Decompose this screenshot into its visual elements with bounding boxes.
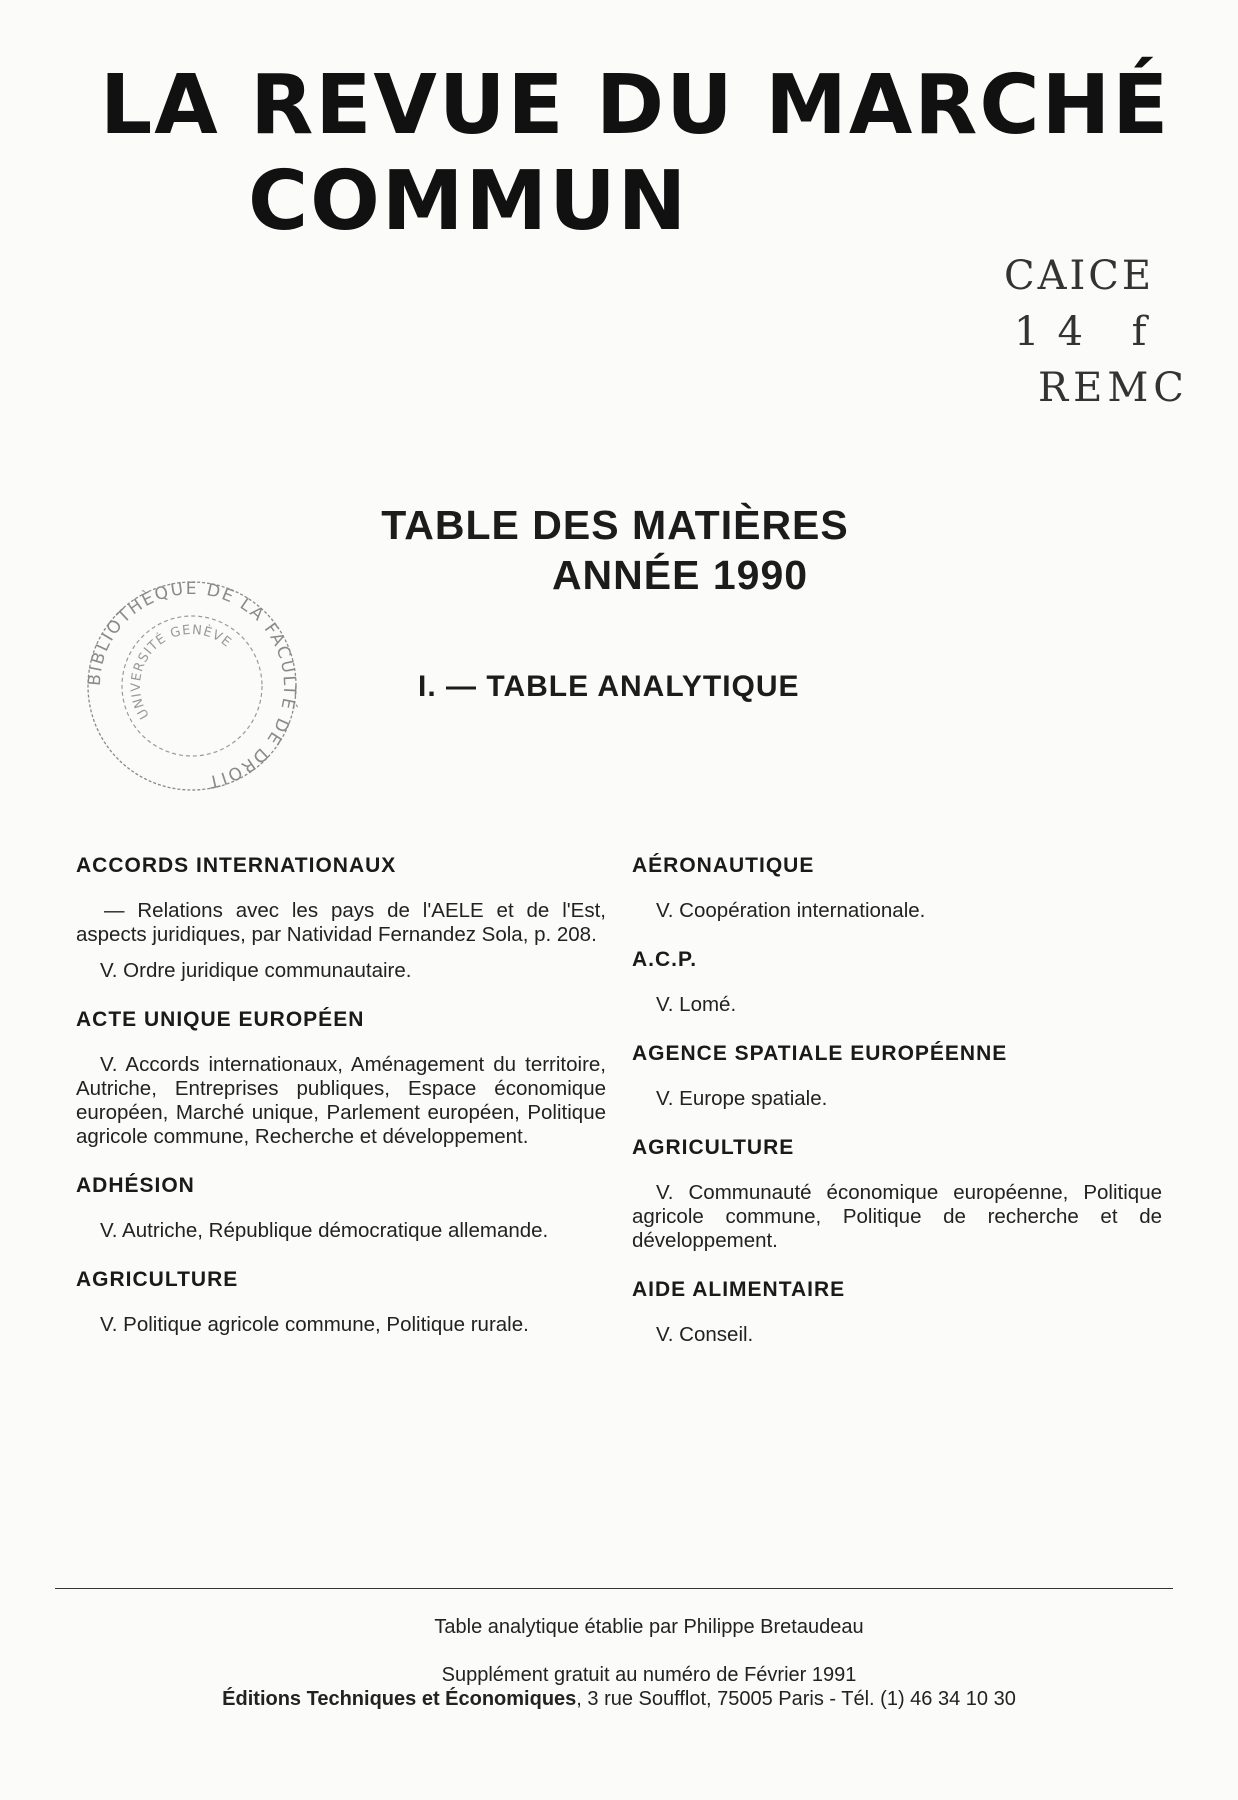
- publisher-address: , 3 rue Soufflot, 75005 Paris - Tél. (1) 46 34 10 30: [576, 1688, 1016, 1710]
- entry-heading: ACTE UNIQUE EUROPÉEN: [76, 1008, 365, 1031]
- footer-supplement: Supplément gratuit au numéro de Février 1991: [441, 1664, 857, 1686]
- entry-heading: AGENCE SPATIALE EUROPÉENNE: [632, 1042, 1008, 1065]
- svg-text:BIBLIOTHÈQUE DE LA FACULTÉ DE: [85, 579, 300, 792]
- entry-reference: V. Politique agricole commune, Politique rurale.: [100, 1313, 529, 1336]
- masthead-line-2: COMMUN: [248, 154, 689, 249]
- entry-heading: A.C.P.: [632, 948, 698, 971]
- toc-title: [340, 500, 890, 600]
- left-column: [76, 853, 606, 1361]
- stamp-inner-text: UNIVERSITÉ GENÈVE: [128, 622, 235, 722]
- entry-reference: V. Europe spatiale.: [656, 1087, 828, 1110]
- entry-heading: AÉRONAUTIQUE: [632, 854, 815, 877]
- handnote-line-3: REMC: [1038, 365, 1189, 411]
- entry-reference: V. Ordre juridique communautaire.: [100, 959, 412, 982]
- publisher-name: Éditions Techniques et Économiques: [222, 1688, 577, 1710]
- masthead-line-1: LA REVUE DU MARCHÉ: [100, 58, 1171, 153]
- section-title: I. — TABLE ANALYTIQUE: [418, 670, 800, 703]
- toc-title-text: TABLE DES MATIÈRES: [381, 502, 849, 548]
- index-entry: [632, 1135, 1162, 1253]
- entry-heading: ADHÉSION: [76, 1174, 195, 1197]
- entry-heading: AGRICULTURE: [632, 1136, 795, 1159]
- entry-reference: V. Conseil.: [656, 1323, 754, 1346]
- toc-year: ANNÉE 1990: [551, 552, 809, 598]
- entry-reference: V. Lomé.: [656, 993, 737, 1016]
- entry-heading: AIDE ALIMENTAIRE: [632, 1278, 846, 1301]
- footer-publisher-line: [0, 1688, 1238, 1711]
- library-stamp: [82, 576, 302, 796]
- index-entry: [76, 1173, 606, 1243]
- handnote-line-1: CAICE: [1004, 253, 1155, 299]
- index-entry: [632, 1277, 1162, 1347]
- stamp-outer-text: BIBLIOTHÈQUE DE LA FACULTÉ DE DROIT: [84, 578, 300, 792]
- index-entry: [632, 947, 1162, 1017]
- entry-reference: V. Autriche, République démocratique allemande.: [100, 1219, 549, 1242]
- index-entry: [632, 853, 1162, 923]
- footer-divider: [55, 1588, 1173, 1589]
- index-entry: [76, 1267, 606, 1337]
- entry-reference: V. Communauté économique européenne, Politique agricole commune, Politique de recherche et de développement.: [632, 1181, 1162, 1252]
- entry-reference: — Relations avec les pays de l'AELE et de l'Est, aspects juridiques, par Natividad Fernandez Sola, p. 208.: [76, 899, 606, 946]
- index-entry: [76, 853, 606, 983]
- handwritten-note: [1000, 248, 1210, 416]
- index-entry: [632, 1041, 1162, 1111]
- entry-heading: AGRICULTURE: [76, 1268, 239, 1291]
- footer-credit: Table analytique établie par Philippe Bretaudeau: [434, 1616, 864, 1638]
- entry-reference: V. Coopération internationale.: [656, 899, 926, 922]
- handnote-line-2: 14 f: [1014, 309, 1165, 355]
- right-column: [632, 853, 1162, 1371]
- entry-heading: ACCORDS INTERNATIONAUX: [76, 854, 397, 877]
- masthead: [100, 58, 1171, 250]
- entry-reference: V. Accords internationaux, Aménagement du territoire, Autriche, Entreprises publiques, Espace économique européen, Marché unique, Parlement européen, Politique agricole commune, Recherche et développement.: [76, 1053, 606, 1148]
- index-entry: [76, 1007, 606, 1149]
